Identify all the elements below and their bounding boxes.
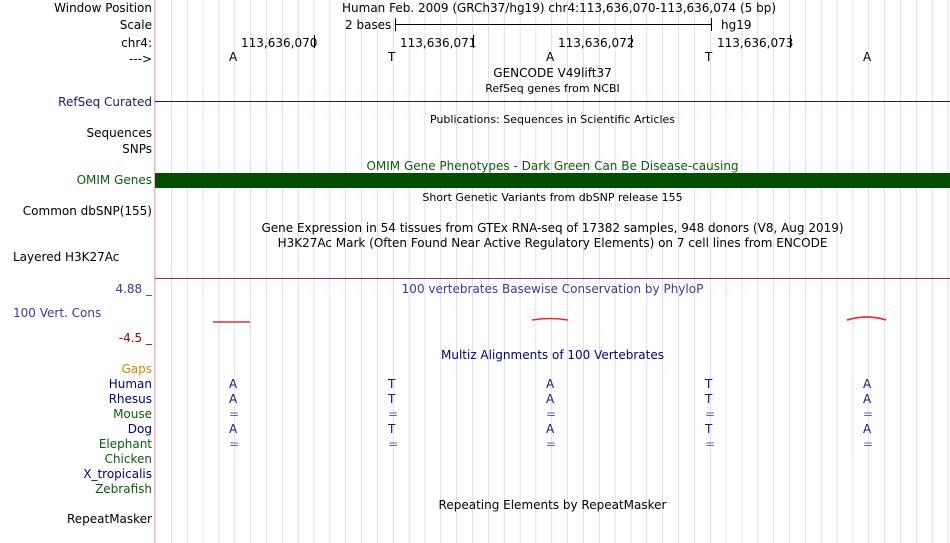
omim-title: OMIM Gene Phenotypes - Dark Green Can Be Disease-causing	[366, 159, 739, 173]
h3k27ac-title: H3K27Ac Mark (Often Found Near Active Regulatory Elements) on 7 cell lines from ENCODE	[277, 236, 828, 250]
alignment-base: =	[388, 437, 399, 451]
publications-title: Publications: Sequences in Scientific Articles	[430, 113, 675, 126]
alignment-base: =	[229, 407, 240, 421]
alignment-base: T	[705, 422, 713, 436]
coord-label: 113,636,073	[717, 36, 794, 50]
alignment-base: T	[388, 377, 396, 391]
alignment-base: =	[388, 407, 399, 421]
label-scale: Scale	[119, 18, 152, 32]
label-gaps[interactable]: Gaps	[121, 362, 152, 376]
base-letter: T	[388, 50, 396, 64]
alignment-base: =	[229, 437, 240, 451]
alignment-base: T	[705, 392, 713, 406]
label-cons[interactable]: 100 Vert. Cons	[13, 306, 102, 320]
label-species-zebrafish[interactable]: Zebrafish	[95, 482, 152, 496]
label-species-elephant[interactable]: Elephant	[98, 437, 152, 451]
alignment-base: =	[546, 437, 557, 451]
label-snps[interactable]: SNPs	[122, 142, 152, 156]
alignment-base: A	[229, 377, 238, 391]
alignment-base: =	[705, 407, 716, 421]
label-cons-max: 4.88 _	[115, 282, 152, 296]
base-letter: T	[705, 50, 713, 64]
base-letter: A	[229, 50, 238, 64]
label-repeatmasker[interactable]: RepeatMasker	[66, 512, 152, 526]
label-window-position: Window Position	[54, 1, 152, 15]
label-strand-arrow[interactable]: --->	[128, 52, 152, 66]
alignment-base: A	[229, 422, 238, 436]
gtex-title: Gene Expression in 54 tissues from GTEx RNA-seq of 17382 samples, 948 donors (V8, Aug 2019)	[261, 221, 844, 235]
alignment-base: A	[229, 392, 238, 406]
label-h3k27ac[interactable]: Layered H3K27Ac	[13, 250, 120, 264]
multiz-title: Multiz Alignments of 100 Vertebrates	[440, 348, 665, 362]
gencode-title[interactable]: GENCODE V49lift37	[493, 66, 612, 80]
alignment-base: =	[863, 407, 874, 421]
repeatmasker-title: Repeating Elements by RepeatMasker	[438, 498, 667, 512]
label-species-rhesus[interactable]: Rhesus	[108, 392, 152, 406]
label-species-mouse[interactable]: Mouse	[113, 407, 152, 421]
label-refseq[interactable]: RefSeq Curated	[58, 95, 152, 109]
base-letter: A	[546, 50, 555, 64]
window-position-text: Human Feb. 2009 (GRCh37/hg19) chr4:113,636,070-113,636,074 (5 bp)	[342, 1, 777, 15]
alignment-base: A	[863, 377, 872, 391]
alignment-base: A	[546, 422, 555, 436]
alignment-base: T	[388, 392, 396, 406]
assembly-text: hg19	[721, 18, 752, 32]
base-letter: A	[863, 50, 872, 64]
coord-label: 113,636,071	[400, 36, 477, 50]
label-species-xtropicalis[interactable]: X_tropicalis	[83, 467, 152, 481]
omim-gene-bar	[155, 173, 950, 188]
label-sequences[interactable]: Sequences	[86, 126, 152, 140]
label-species-human[interactable]: Human	[108, 377, 152, 391]
coord-label: 113,636,072	[558, 36, 635, 50]
refseq-subtitle: RefSeq genes from NCBI	[485, 82, 620, 95]
label-species-chicken[interactable]: Chicken	[104, 452, 152, 466]
label-species-dog[interactable]: Dog	[127, 422, 152, 436]
alignment-base: =	[705, 437, 716, 451]
alignment-base: A	[546, 377, 555, 391]
alignment-base: A	[546, 392, 555, 406]
alignment-base: =	[863, 437, 874, 451]
phylop-title: 100 vertebrates Basewise Conservation by PhyloP	[401, 282, 704, 296]
phylop-signal	[532, 319, 568, 321]
label-omim[interactable]: OMIM Genes	[76, 173, 152, 187]
label-dbsnp[interactable]: Common dbSNP(155)	[22, 204, 152, 218]
alignment-base: A	[863, 392, 872, 406]
alignment-base: T	[705, 377, 713, 391]
alignment-base: A	[863, 422, 872, 436]
label-chr: chr4:	[121, 36, 152, 50]
alignment-base: T	[388, 422, 396, 436]
label-cons-min: -4.5 _	[118, 331, 152, 345]
alignment-base: =	[546, 407, 557, 421]
scale-text: 2 bases	[345, 18, 392, 32]
dbsnp-title: Short Genetic Variants from dbSNP release 155	[422, 191, 683, 204]
coord-label: 113,636,070	[241, 36, 318, 50]
